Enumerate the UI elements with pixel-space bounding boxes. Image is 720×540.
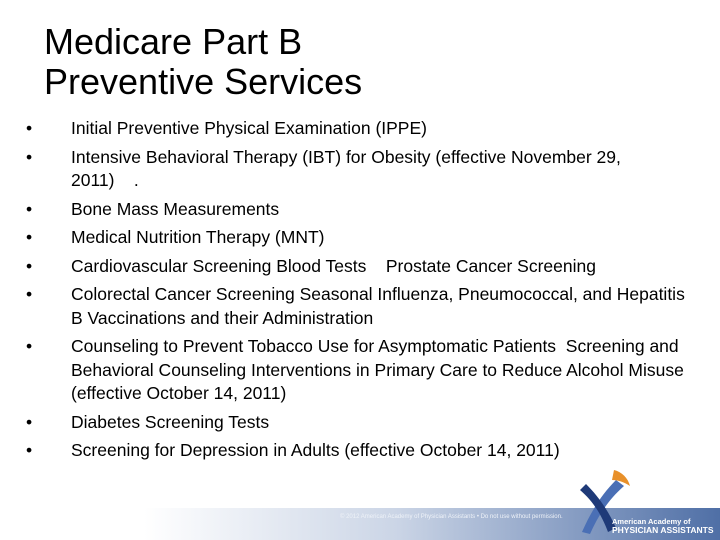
bullet-item: [26, 283, 686, 330]
bullet-dot: •: [26, 255, 33, 276]
bullet-list: [26, 117, 686, 468]
bullet-item: [26, 117, 686, 141]
bullet-text: Counseling to Prevent Tobacco Use for Asymptomatic Patients Screening and Behavioral Counseling Interventions in Primary Care to Reduce Alcohol Misuse (effective October 14, 2011): [71, 336, 684, 403]
bullet-item: [26, 146, 686, 193]
bullet-text: Bone Mass Measurements: [71, 198, 280, 219]
bullet-item: [26, 439, 686, 463]
bullet-dot: •: [26, 440, 33, 460]
slide-title: [44, 22, 362, 102]
bullet-item: [26, 255, 686, 279]
bullet-dot: •: [26, 227, 33, 247]
bullet-dot: •: [26, 284, 33, 304]
bullet-text: Cardiovascular Screening Blood Tests Prostate Cancer Screening: [71, 255, 596, 276]
bullet-item: [26, 335, 686, 406]
bullet-dot: •: [26, 146, 33, 167]
bullet-text: Medical Nutrition Therapy (MNT): [71, 227, 325, 247]
bullet-text: Screening for Depression in Adults (effective October 14, 2011): [71, 440, 560, 460]
aapa-logo: [576, 462, 718, 538]
bullet-text: Intensive Behavioral Therapy (IBT) for Obesity (effective November 29, 2011) .: [71, 146, 621, 190]
bullet-dot: •: [26, 411, 33, 432]
bullet-text: Initial Preventive Physical Examination (IPPE): [71, 118, 427, 138]
logo-line-2: PHYSICIAN ASSISTANTS: [612, 525, 714, 535]
slide-title-line-1: Medicare Part B: [44, 21, 303, 62]
bullet-dot: •: [26, 336, 33, 356]
bullet-item: [26, 226, 686, 250]
bullet-dot: •: [26, 198, 33, 219]
bullet-text: Colorectal Cancer Screening Seasonal Influenza, Pneumococcal, and Hepatitis B Vaccinations and their Administration: [71, 284, 685, 328]
bullet-item: [26, 198, 686, 222]
logo-wordmark: [612, 517, 716, 535]
bullet-item: [26, 411, 686, 435]
footer-copyright: © 2012 American Academy of Physician Assistants • Do not use without permission.: [340, 514, 563, 520]
bullet-dot: •: [26, 118, 33, 138]
bullet-text: Diabetes Screening Tests: [71, 411, 270, 432]
logo-line-1: American Academy of: [612, 517, 691, 526]
slide-title-line-2: Preventive Services: [44, 61, 363, 102]
